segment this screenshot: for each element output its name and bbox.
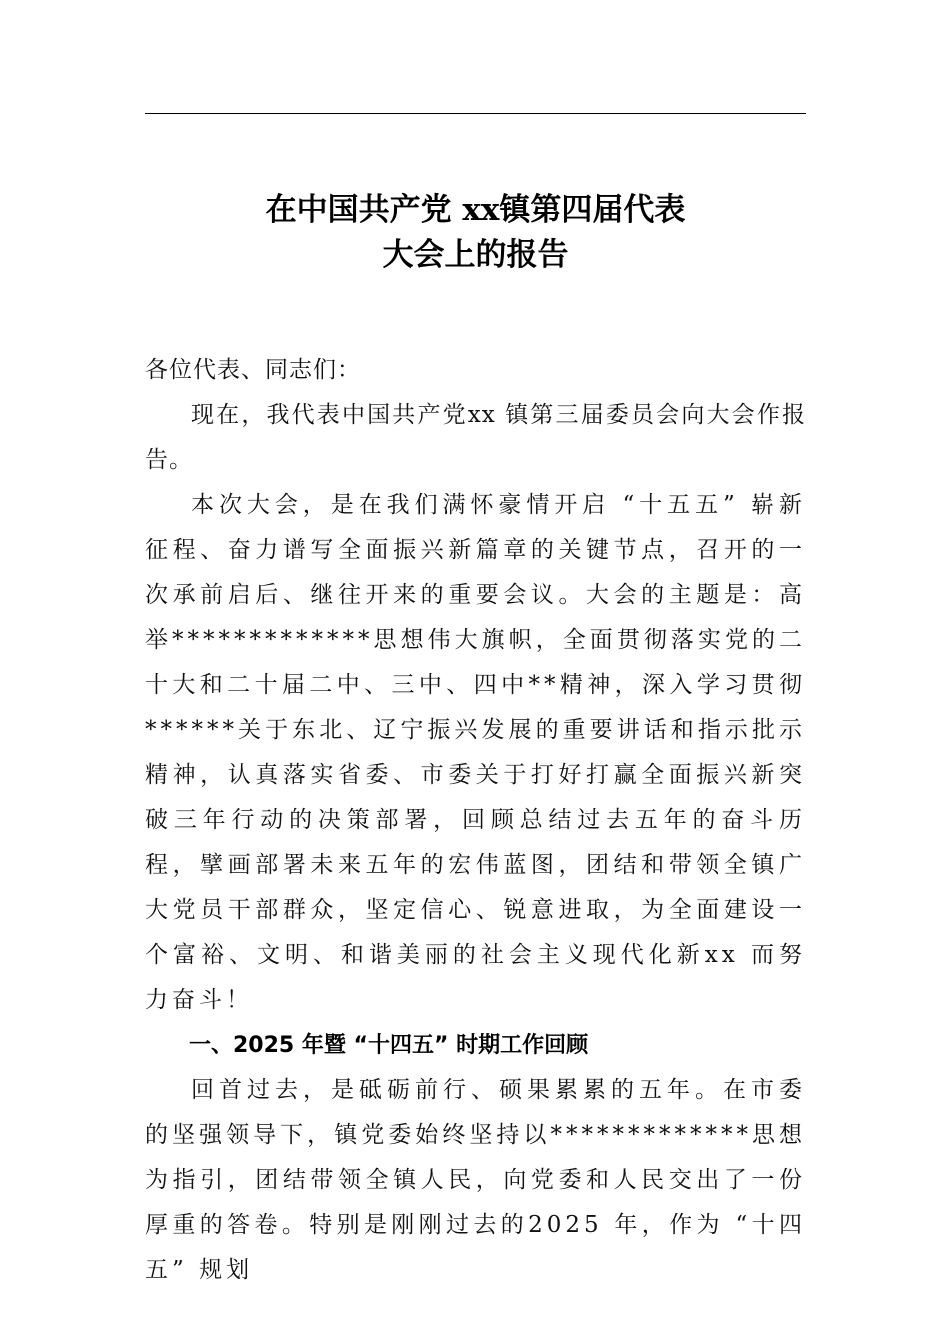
paragraph: 本次大会，是在我们满怀豪情开启 “十五五” 崭新征程、奋力谱写全面振兴新篇章的关键节点，召开的一次承前启后、继往开来的重要会议。大会的主题是：高举*************思想伟大旗帜，全面贯彻落实党的二十大和二十届二中、三中、四中**精神，深入学习贯彻******关于东北、辽宁振兴发展的重要讲话和指示批示精神，认真落实省委、市委关于打好打赢全面振兴新突破三年行动的决策部署，回顾总结过去五年的奋斗历程，擘画部署未来五年的宏伟蓝图，团结和带领全镇广大党员干部群众，坚定信心、锐意进取，为全面建设一个富裕、文明、和谐美丽的社会主义现代化新xx 而努力奋斗！ (145, 492, 806, 1013)
document-title (145, 188, 806, 278)
section-heading: 一、2025 年暨 “十四五” 时期工作回顾 (189, 1033, 589, 1058)
salutation: 各位代表、同志们： (145, 357, 361, 383)
document-body (145, 348, 806, 1293)
title-line-2: 大会上的报告 (382, 237, 569, 273)
title-line-1: 在中国共产党 xx镇第四届代表 (265, 192, 686, 228)
paragraph: 回首过去，是砥砺前行、硕果累累的五年。在市委的坚强领导下，镇党委始终坚持以*************思想为指引，团结带领全镇人民，向党委和人民交出了一份厚重的答卷。特别是刚刚过去的2025 年，作为 “十四五” 规划 (145, 1077, 806, 1283)
paragraph: 现在，我代表中国共产党xx 镇第三届委员会向大会作报告。 (145, 402, 806, 473)
header-rule (145, 113, 806, 114)
